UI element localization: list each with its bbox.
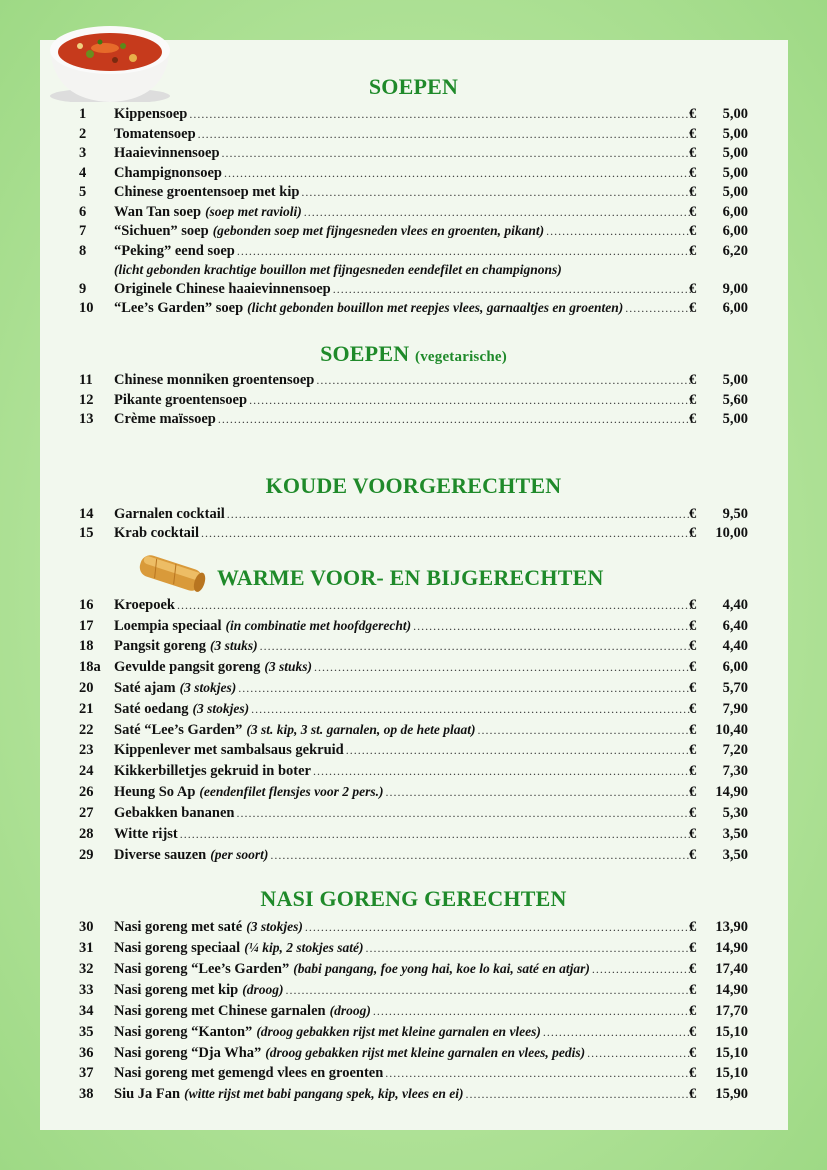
item-price: 17,70 — [715, 1003, 748, 1019]
item-price: 5,00 — [722, 145, 748, 161]
item-number: 23 — [79, 742, 94, 758]
section-title-text: SOEPEN — [320, 341, 410, 366]
leader-dots — [465, 1084, 692, 1104]
item-currency: € — [689, 826, 697, 842]
item-currency: € — [689, 847, 697, 863]
item-price: 5,00 — [722, 372, 748, 388]
item-currency: € — [689, 618, 697, 634]
item-currency: € — [689, 940, 697, 956]
menu-item — [0, 616, 827, 636]
menu-item — [0, 104, 827, 124]
menu-item — [0, 595, 827, 615]
leader-dots — [249, 390, 692, 410]
item-note: (droog) — [242, 982, 284, 997]
item-note: (in combinatie met hoofdgerecht) — [225, 618, 412, 633]
item-currency: € — [689, 805, 697, 821]
item-number: 32 — [79, 961, 94, 977]
item-name: Nasi goreng “Dja Wha” — [114, 1045, 262, 1061]
leader-dots — [180, 824, 692, 844]
menu-item — [0, 1043, 827, 1063]
leader-dots — [587, 1043, 692, 1063]
leader-dots — [625, 298, 692, 318]
item-price: 5,60 — [722, 392, 748, 408]
leader-dots — [543, 1022, 692, 1042]
leader-dots — [238, 678, 692, 698]
item-number: 10 — [79, 300, 94, 316]
leader-dots — [177, 595, 692, 615]
item-number: 30 — [79, 919, 94, 935]
leader-dots — [333, 279, 692, 299]
item-name: Nasi goreng “Lee’s Garden” — [114, 961, 290, 977]
item-number: 22 — [79, 722, 94, 738]
item-name: Heung So Ap — [114, 784, 196, 800]
item-currency: € — [689, 204, 697, 220]
item-price: 5,70 — [722, 680, 748, 696]
item-note: (3 stuks) — [264, 659, 312, 674]
item-currency: € — [689, 184, 697, 200]
item-note: (droog gebakken rijst met kleine garnalen en vlees, pedis) — [265, 1045, 586, 1060]
menu-item — [0, 124, 827, 144]
item-price: 7,90 — [722, 701, 748, 717]
item-price: 5,00 — [722, 184, 748, 200]
item-number: 11 — [79, 372, 93, 388]
leader-dots — [546, 221, 692, 241]
item-price: 10,40 — [715, 722, 748, 738]
item-number: 16 — [79, 597, 94, 613]
menu-item — [0, 636, 827, 656]
item-number: 9 — [79, 281, 87, 297]
item-number: 1 — [79, 106, 87, 122]
item-currency: € — [689, 223, 697, 239]
menu-item — [0, 803, 827, 823]
section-title-soepen-vegetarisch — [0, 341, 827, 367]
item-currency: € — [689, 1065, 697, 1081]
menu-item — [0, 182, 827, 202]
item-price: 14,90 — [715, 784, 748, 800]
leader-dots — [251, 699, 692, 719]
item-price: 6,00 — [722, 300, 748, 316]
item-currency: € — [689, 961, 697, 977]
item-price: 4,40 — [722, 597, 748, 613]
item-note: (droog) — [329, 1003, 371, 1018]
menu-item — [0, 761, 827, 781]
item-number: 29 — [79, 847, 94, 863]
item-number: 20 — [79, 680, 94, 696]
item-currency: € — [689, 597, 697, 613]
item-price: 9,50 — [722, 506, 748, 522]
peking-soup-description: (licht gebonden krachtige bouillon met fijngesneden eendefilet en champignons) — [114, 262, 562, 277]
item-currency: € — [689, 742, 697, 758]
menu-item — [0, 1084, 827, 1104]
item-name: Nasi goreng met Chinese garnalen — [114, 1003, 326, 1019]
item-name: Garnalen cocktail — [114, 506, 225, 522]
leader-dots — [260, 636, 692, 656]
item-number: 15 — [79, 525, 94, 541]
item-currency: € — [689, 525, 697, 541]
item-price: 5,00 — [722, 165, 748, 181]
spring-roll-image — [133, 550, 209, 596]
item-price: 3,50 — [722, 847, 748, 863]
item-name: Haaievinnensoep — [114, 145, 220, 161]
item-number: 28 — [79, 826, 94, 842]
item-number: 3 — [79, 145, 87, 161]
item-number: 38 — [79, 1086, 94, 1102]
item-number: 13 — [79, 411, 94, 427]
item-name: Nasi goreng met kip — [114, 982, 239, 998]
item-note: (eendenfilet flensjes voor 2 pers.) — [199, 784, 384, 799]
item-price: 15,10 — [715, 1045, 748, 1061]
item-name: Chinese groentensoep met kip — [114, 184, 300, 200]
item-currency: € — [689, 165, 697, 181]
item-currency: € — [689, 722, 697, 738]
leader-dots — [224, 163, 692, 183]
leader-dots — [386, 782, 693, 802]
item-price: 6,40 — [722, 618, 748, 634]
menu-item — [0, 1001, 827, 1021]
item-name: Krab cocktail — [114, 525, 199, 541]
item-currency: € — [689, 243, 697, 259]
item-number: 12 — [79, 392, 94, 408]
item-name: Nasi goreng met saté — [114, 919, 243, 935]
menu-item — [0, 298, 827, 318]
item-number: 7 — [79, 223, 87, 239]
menu-item — [0, 678, 827, 698]
item-currency: € — [689, 372, 697, 388]
menu-item — [0, 720, 827, 740]
menu-item — [0, 782, 827, 802]
item-number: 6 — [79, 204, 87, 220]
item-name: Originele Chinese haaievinnensoep — [114, 281, 331, 297]
item-name: Pikante groentensoep — [114, 392, 248, 408]
leader-dots — [413, 616, 692, 636]
item-name: Gevulde pangsit goreng — [114, 659, 261, 675]
item-name: Nasi goreng speciaal — [114, 940, 241, 956]
item-currency: € — [689, 982, 697, 998]
leader-dots — [314, 657, 692, 677]
menu-item — [0, 740, 827, 760]
menu-item — [0, 845, 827, 865]
item-number: 18 — [79, 638, 94, 654]
leader-dots — [477, 720, 692, 740]
item-name: “Peking” eend soep — [114, 243, 235, 259]
leader-dots — [373, 1001, 692, 1021]
leader-dots — [285, 980, 692, 1000]
section-title-nasi-goreng: NASI GORENG GERECHTEN — [260, 886, 567, 911]
leader-dots — [270, 845, 692, 865]
item-name: Diverse sauzen — [114, 847, 207, 863]
item-name: Siu Ja Fan — [114, 1086, 181, 1102]
item-price: 7,20 — [722, 742, 748, 758]
item-name: Crème maïssoep — [114, 411, 216, 427]
item-currency: € — [689, 1024, 697, 1040]
menu-item — [0, 917, 827, 937]
leader-dots — [201, 523, 692, 543]
section-title-koude-voorgerechten: KOUDE VOORGERECHTEN — [265, 473, 562, 498]
item-note: (3 st. kip, 3 st. garnalen, op de hete plaat) — [246, 722, 476, 737]
item-currency: € — [689, 1086, 697, 1102]
item-currency: € — [689, 392, 697, 408]
item-number: 18a — [79, 659, 101, 675]
item-name: Champignonsoep — [114, 165, 222, 181]
item-price: 6,20 — [722, 243, 748, 259]
item-number: 14 — [79, 506, 94, 522]
item-currency: € — [689, 300, 697, 316]
leader-dots — [304, 202, 692, 222]
item-price: 6,00 — [722, 204, 748, 220]
leader-dots — [316, 370, 692, 390]
menu-item — [0, 221, 827, 241]
item-number: 37 — [79, 1065, 94, 1081]
item-note: (3 stokjes) — [179, 680, 237, 695]
item-name: Nasi goreng “Kanton” — [114, 1024, 253, 1040]
item-price: 3,50 — [722, 826, 748, 842]
leader-dots — [189, 104, 692, 124]
item-note: (witte rijst met babi pangang spek, kip, vlees en ei) — [184, 1086, 464, 1101]
item-note: (3 stokjes) — [192, 701, 250, 716]
menu-item — [0, 824, 827, 844]
item-price: 15,10 — [715, 1065, 748, 1081]
item-currency: € — [689, 638, 697, 654]
menu-item — [0, 504, 827, 524]
menu-item — [0, 241, 827, 261]
item-currency: € — [689, 1045, 697, 1061]
item-name: Loempia speciaal — [114, 618, 222, 634]
item-number: 31 — [79, 940, 94, 956]
item-number: 2 — [79, 126, 87, 142]
item-currency: € — [689, 281, 697, 297]
item-name: Saté oedang — [114, 701, 189, 717]
item-name: “Lee’s Garden” soep — [114, 300, 244, 316]
menu-item — [0, 959, 827, 979]
item-price: 17,40 — [715, 961, 748, 977]
item-price: 7,30 — [722, 763, 748, 779]
item-price: 9,00 — [722, 281, 748, 297]
menu-item — [0, 409, 827, 429]
item-number: 17 — [79, 618, 94, 634]
menu-item — [0, 1063, 827, 1083]
item-name: Kroepoek — [114, 597, 175, 613]
item-price: 5,00 — [722, 126, 748, 142]
item-price: 5,00 — [722, 106, 748, 122]
item-name: Saté “Lee’s Garden” — [114, 722, 243, 738]
item-name: Saté ajam — [114, 680, 176, 696]
leader-dots — [236, 803, 692, 823]
menu-item — [0, 143, 827, 163]
leader-dots — [592, 959, 692, 979]
item-name: Pangsit goreng — [114, 638, 206, 654]
item-name: Nasi goreng met gemengd vlees en groenten — [114, 1065, 384, 1081]
item-note: (gebonden soep met fijngesneden vlees en groenten, pikant) — [212, 223, 545, 238]
item-currency: € — [689, 1003, 697, 1019]
menu-item — [0, 390, 827, 410]
item-price: 13,90 — [715, 919, 748, 935]
item-price: 6,00 — [722, 659, 748, 675]
item-name: Gebakken bananen — [114, 805, 235, 821]
section-title-soepen: SOEPEN — [368, 74, 459, 99]
item-number: 27 — [79, 805, 94, 821]
item-price: 5,00 — [722, 411, 748, 427]
section-title-warme-voorgerechten: WARME VOOR- EN BIJGERECHTEN — [217, 565, 604, 590]
leader-dots — [305, 917, 692, 937]
item-currency: € — [689, 506, 697, 522]
menu-item — [0, 370, 827, 390]
item-note: (licht gebonden bouillon met reepjes vlees, garnaaltjes en groenten) — [247, 300, 624, 315]
item-currency: € — [689, 126, 697, 142]
item-note: (droog gebakken rijst met kleine garnalen en vlees) — [256, 1024, 541, 1039]
leader-dots — [301, 182, 692, 202]
item-price: 6,00 — [722, 223, 748, 239]
item-note: (3 stokjes) — [246, 919, 303, 934]
item-currency: € — [689, 145, 697, 161]
item-number: 33 — [79, 982, 94, 998]
item-number: 8 — [79, 243, 87, 259]
leader-dots — [313, 761, 692, 781]
menu-item — [0, 163, 827, 183]
item-note: (3 stuks) — [209, 638, 258, 653]
leader-dots — [218, 409, 692, 429]
item-currency: € — [689, 106, 697, 122]
section-subtitle: (vegetarische) — [415, 349, 507, 365]
leader-dots — [365, 938, 692, 958]
menu-item — [0, 1022, 827, 1042]
item-number: 34 — [79, 1003, 94, 1019]
item-currency: € — [689, 763, 697, 779]
item-price: 15,90 — [715, 1086, 748, 1102]
menu-item — [0, 523, 827, 543]
item-name: Witte rijst — [114, 826, 178, 842]
item-currency: € — [689, 701, 697, 717]
menu-item — [0, 279, 827, 299]
item-currency: € — [689, 659, 697, 675]
item-note: (¼ kip, 2 stokjes saté) — [244, 940, 364, 955]
item-name: Wan Tan soep — [114, 204, 202, 220]
item-number: 36 — [79, 1045, 94, 1061]
menu-item — [0, 657, 827, 677]
menu-item — [0, 938, 827, 958]
item-price: 14,90 — [715, 982, 748, 998]
menu-item — [0, 202, 827, 222]
leader-dots — [222, 143, 692, 163]
leader-dots — [385, 1063, 692, 1083]
item-note: (soep met ravioli) — [205, 204, 302, 219]
leader-dots — [227, 504, 692, 524]
item-note: (babi pangang, foe yong hai, koe lo kai, saté en atjar) — [293, 961, 590, 976]
item-name: Tomatensoep — [114, 126, 196, 142]
item-price: 10,00 — [715, 525, 748, 541]
item-price: 14,90 — [715, 940, 748, 956]
menu-item — [0, 699, 827, 719]
item-number: 5 — [79, 184, 87, 200]
menu-item — [0, 980, 827, 1000]
item-price: 15,10 — [715, 1024, 748, 1040]
item-currency: € — [689, 680, 697, 696]
item-name: Chinese monniken groentensoep — [114, 372, 315, 388]
item-name: Kippensoep — [114, 106, 188, 122]
item-number: 4 — [79, 165, 87, 181]
item-number: 21 — [79, 701, 94, 717]
item-note: (per soort) — [210, 847, 269, 862]
item-name: Kippenlever met sambalsaus gekruid — [114, 742, 344, 758]
item-number: 26 — [79, 784, 94, 800]
item-name: “Sichuen” soep — [114, 223, 209, 239]
item-currency: € — [689, 411, 697, 427]
item-name: Kikkerbilletjes gekruid in boter — [114, 763, 311, 779]
leader-dots — [237, 241, 692, 261]
leader-dots — [346, 740, 692, 760]
item-price: 4,40 — [722, 638, 748, 654]
item-price: 5,30 — [722, 805, 748, 821]
item-number: 35 — [79, 1024, 94, 1040]
item-currency: € — [689, 784, 697, 800]
item-number: 24 — [79, 763, 94, 779]
leader-dots — [198, 124, 692, 144]
item-currency: € — [689, 919, 697, 935]
